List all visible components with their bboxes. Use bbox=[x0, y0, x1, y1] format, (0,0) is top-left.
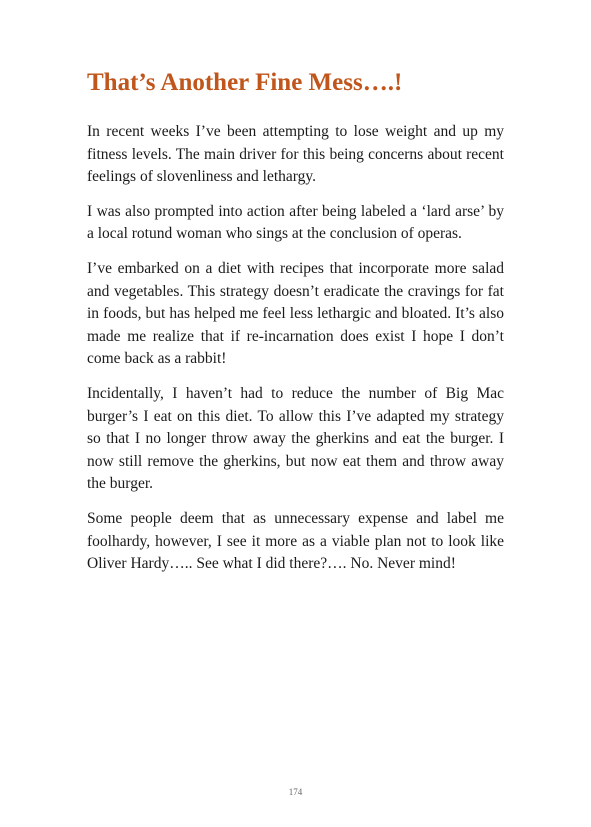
paragraph-1: In recent weeks I’ve been attempting to lose weight and up my fitness levels. The main driver for this being concerns about recent feelings of slovenliness and lethargy. bbox=[87, 123, 504, 186]
page-title: That’s Another Fine Mess….! bbox=[87, 69, 403, 96]
paragraph-4: Incidentally, I haven’t had to reduce the number of Big Mac burger’s I eat on this diet. To allow this I’ve adapted my strategy so that I no longer throw away the gherkins and eat the burger. I now still remove the gherkins, but now eat them and throw away the burger. bbox=[87, 384, 504, 493]
paragraph-3: I’ve embarked on a diet with recipes that incorporate more salad and vegetables. This strategy doesn’t eradicate the cravings for fat in foods, but has helped me feel less lethargic and bloated. It’s also made me realize that if re-incarnation does exist I hope I don’t come back as a rabbit! bbox=[87, 259, 504, 368]
body-text bbox=[87, 121, 504, 588]
paragraph-2: I was also prompted into action after being labeled a ‘lard arse’ by a local rotund woman who sings at the conclusion of operas. bbox=[87, 202, 504, 243]
paragraph-5: Some people deem that as unnecessary expense and label me foolhardy, however, I see it more as a viable plan not to look like Oliver Hardy….. See what I did there?…. No. Never mind! bbox=[87, 509, 504, 573]
page-number: 174 bbox=[288, 787, 303, 797]
